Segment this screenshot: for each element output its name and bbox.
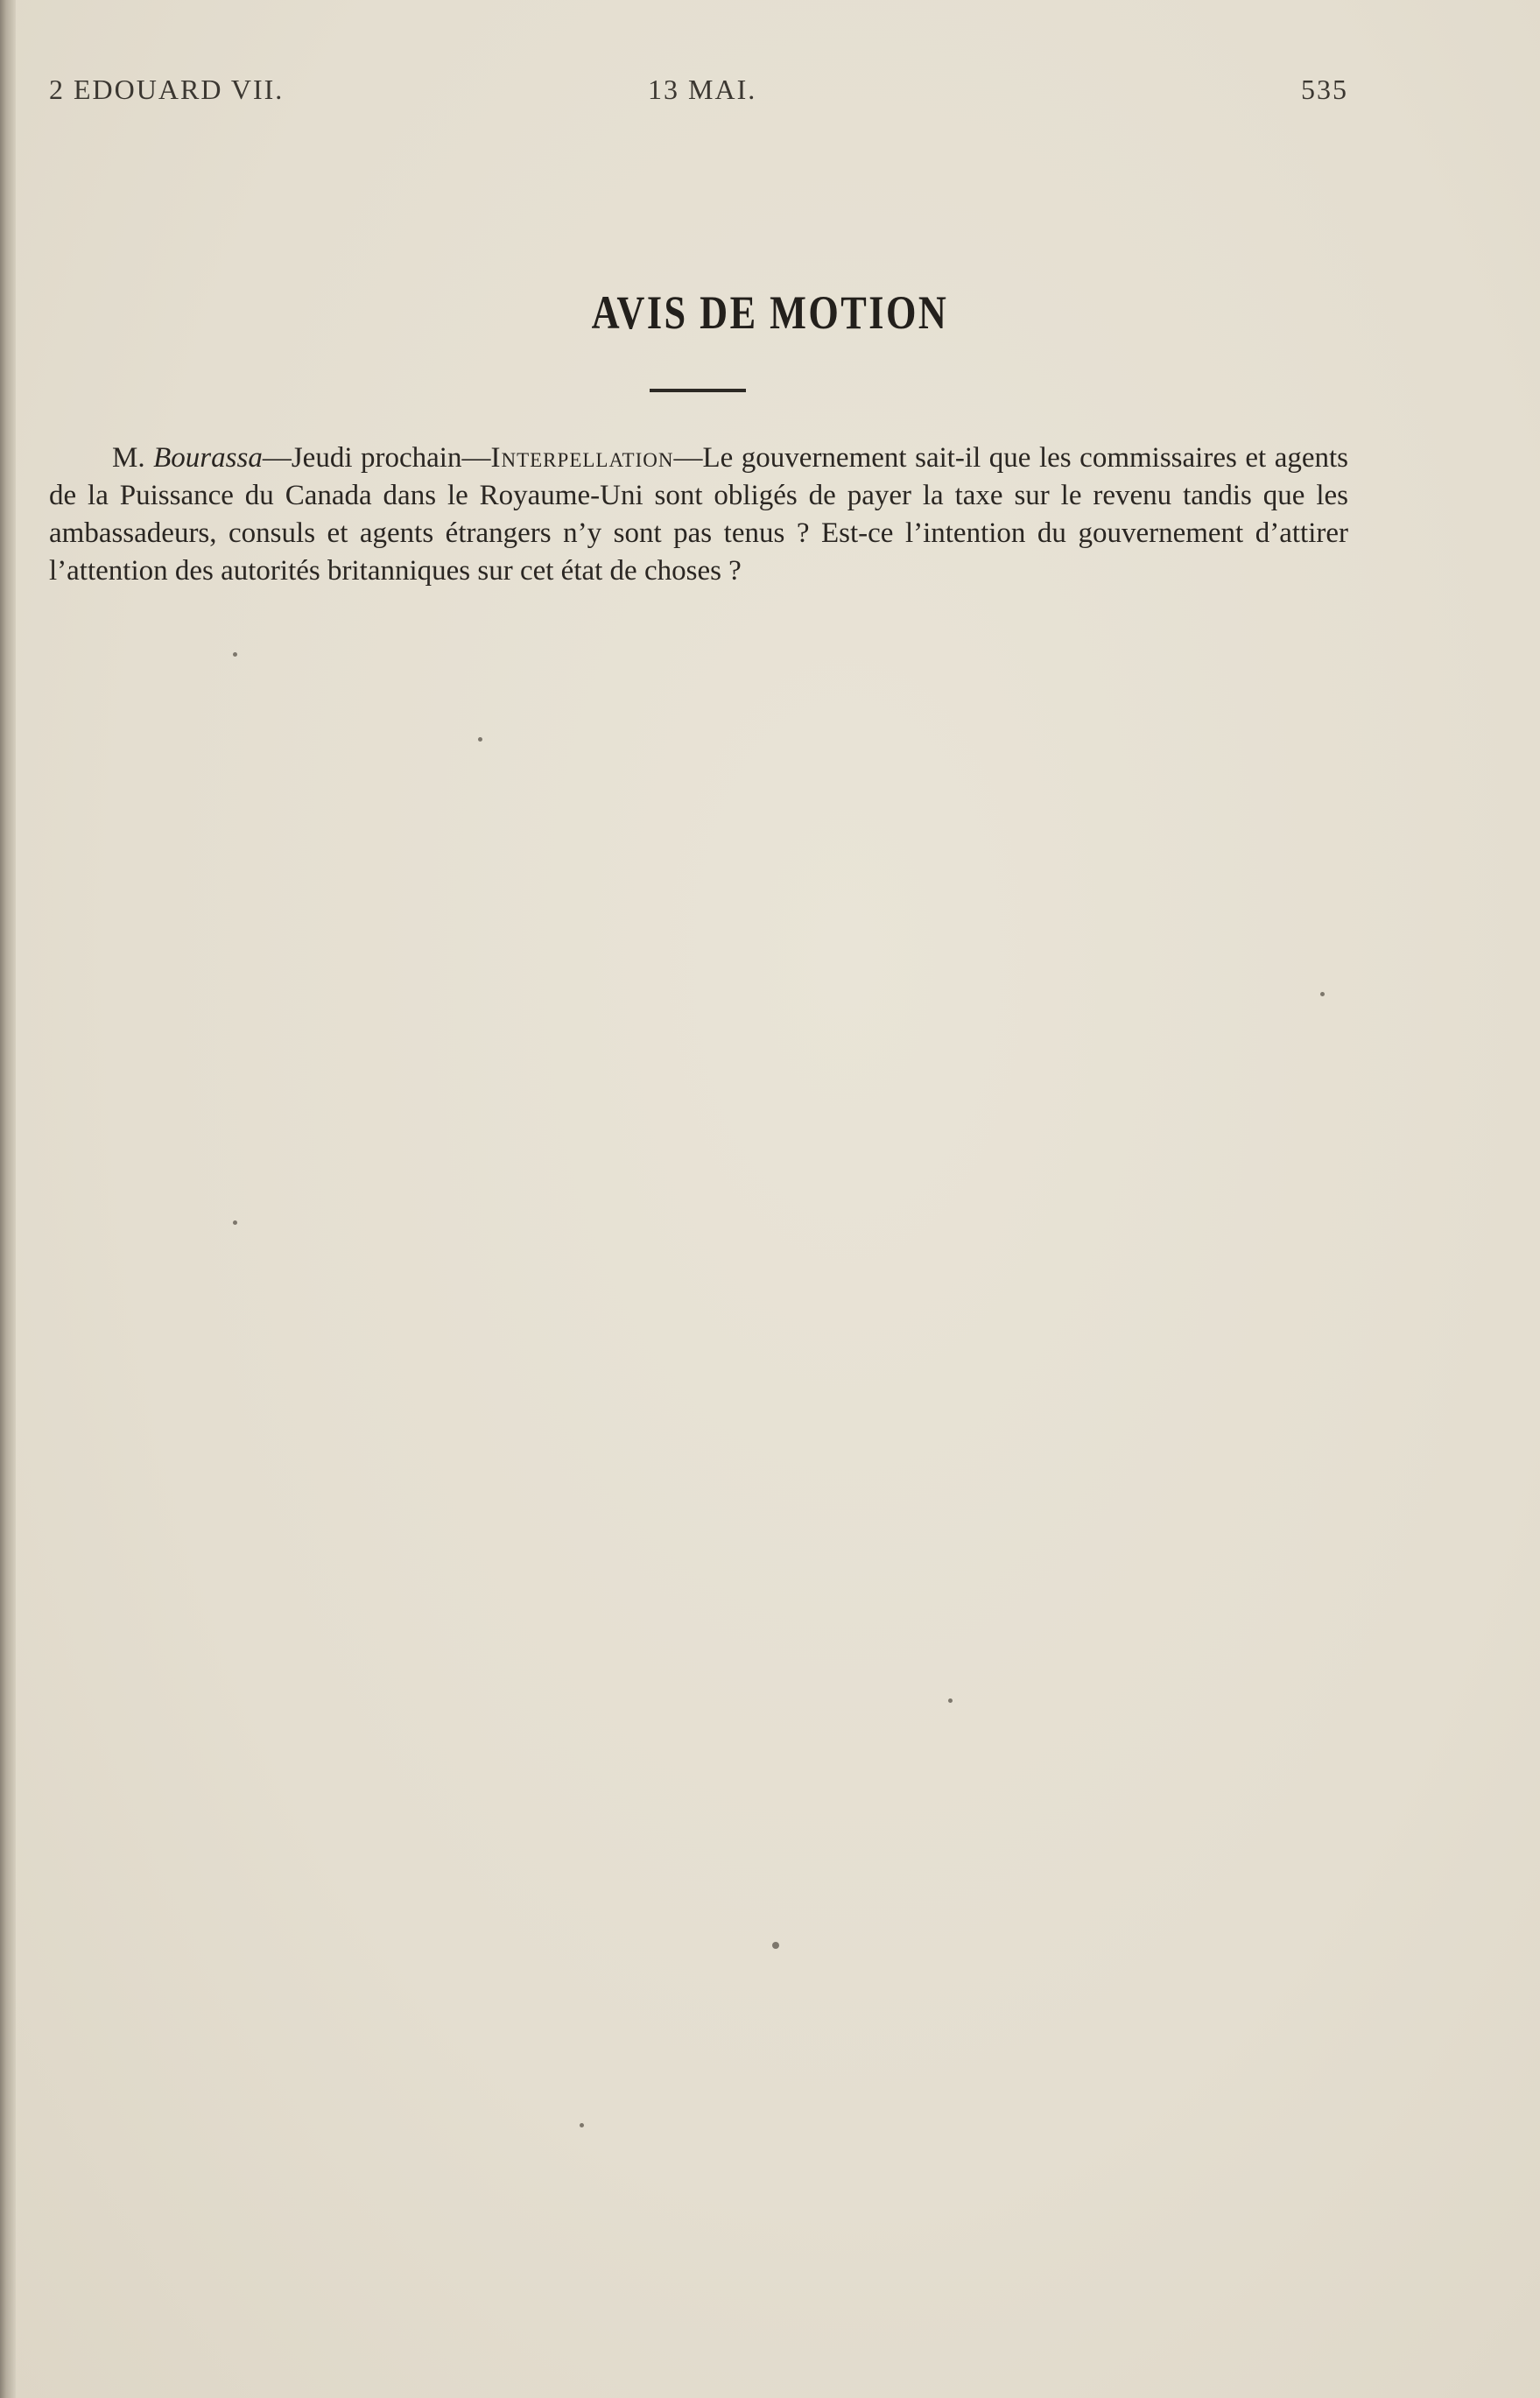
paper-speck (580, 2123, 584, 2127)
dash: — (262, 442, 292, 474)
running-head (49, 74, 1348, 112)
title-rule (650, 389, 746, 392)
paper-speck (478, 737, 482, 742)
dash: — (673, 442, 703, 474)
paper-speck (233, 652, 237, 657)
running-head-session: 2 EDOUARD VII. (49, 74, 285, 105)
paper-speck (1320, 992, 1325, 996)
motion-text: Le gouvernement sait-il que les commissaires et agents de la Puissance du Canada dans le Royaume-Uni sont obligés de payer la taxe sur le revenu tandis que les ambassadeurs, consuls et agents étrangers n’y sont pas tenus ? Est-ce l’intention du gouvernement d’attirer l’attention des autorités britanniques sur cet état de choses ? (49, 442, 1349, 587)
member-name: Bourassa (153, 442, 263, 474)
dash: — (461, 442, 491, 474)
section-title: AVIS DE MOTION (591, 286, 949, 339)
paper-speck (772, 1942, 779, 1949)
motion-paragraph (49, 440, 1348, 590)
motion-type: Interpellation (490, 442, 674, 474)
motion-date: Jeudi prochain (291, 442, 462, 474)
running-head-date: 13 MAI. (648, 74, 757, 105)
paper-speck (948, 1698, 953, 1703)
binding-edge (0, 0, 16, 2398)
paper-speck (233, 1220, 237, 1225)
member-prefix: M. (112, 442, 145, 474)
page-number: 535 (1301, 74, 1348, 105)
